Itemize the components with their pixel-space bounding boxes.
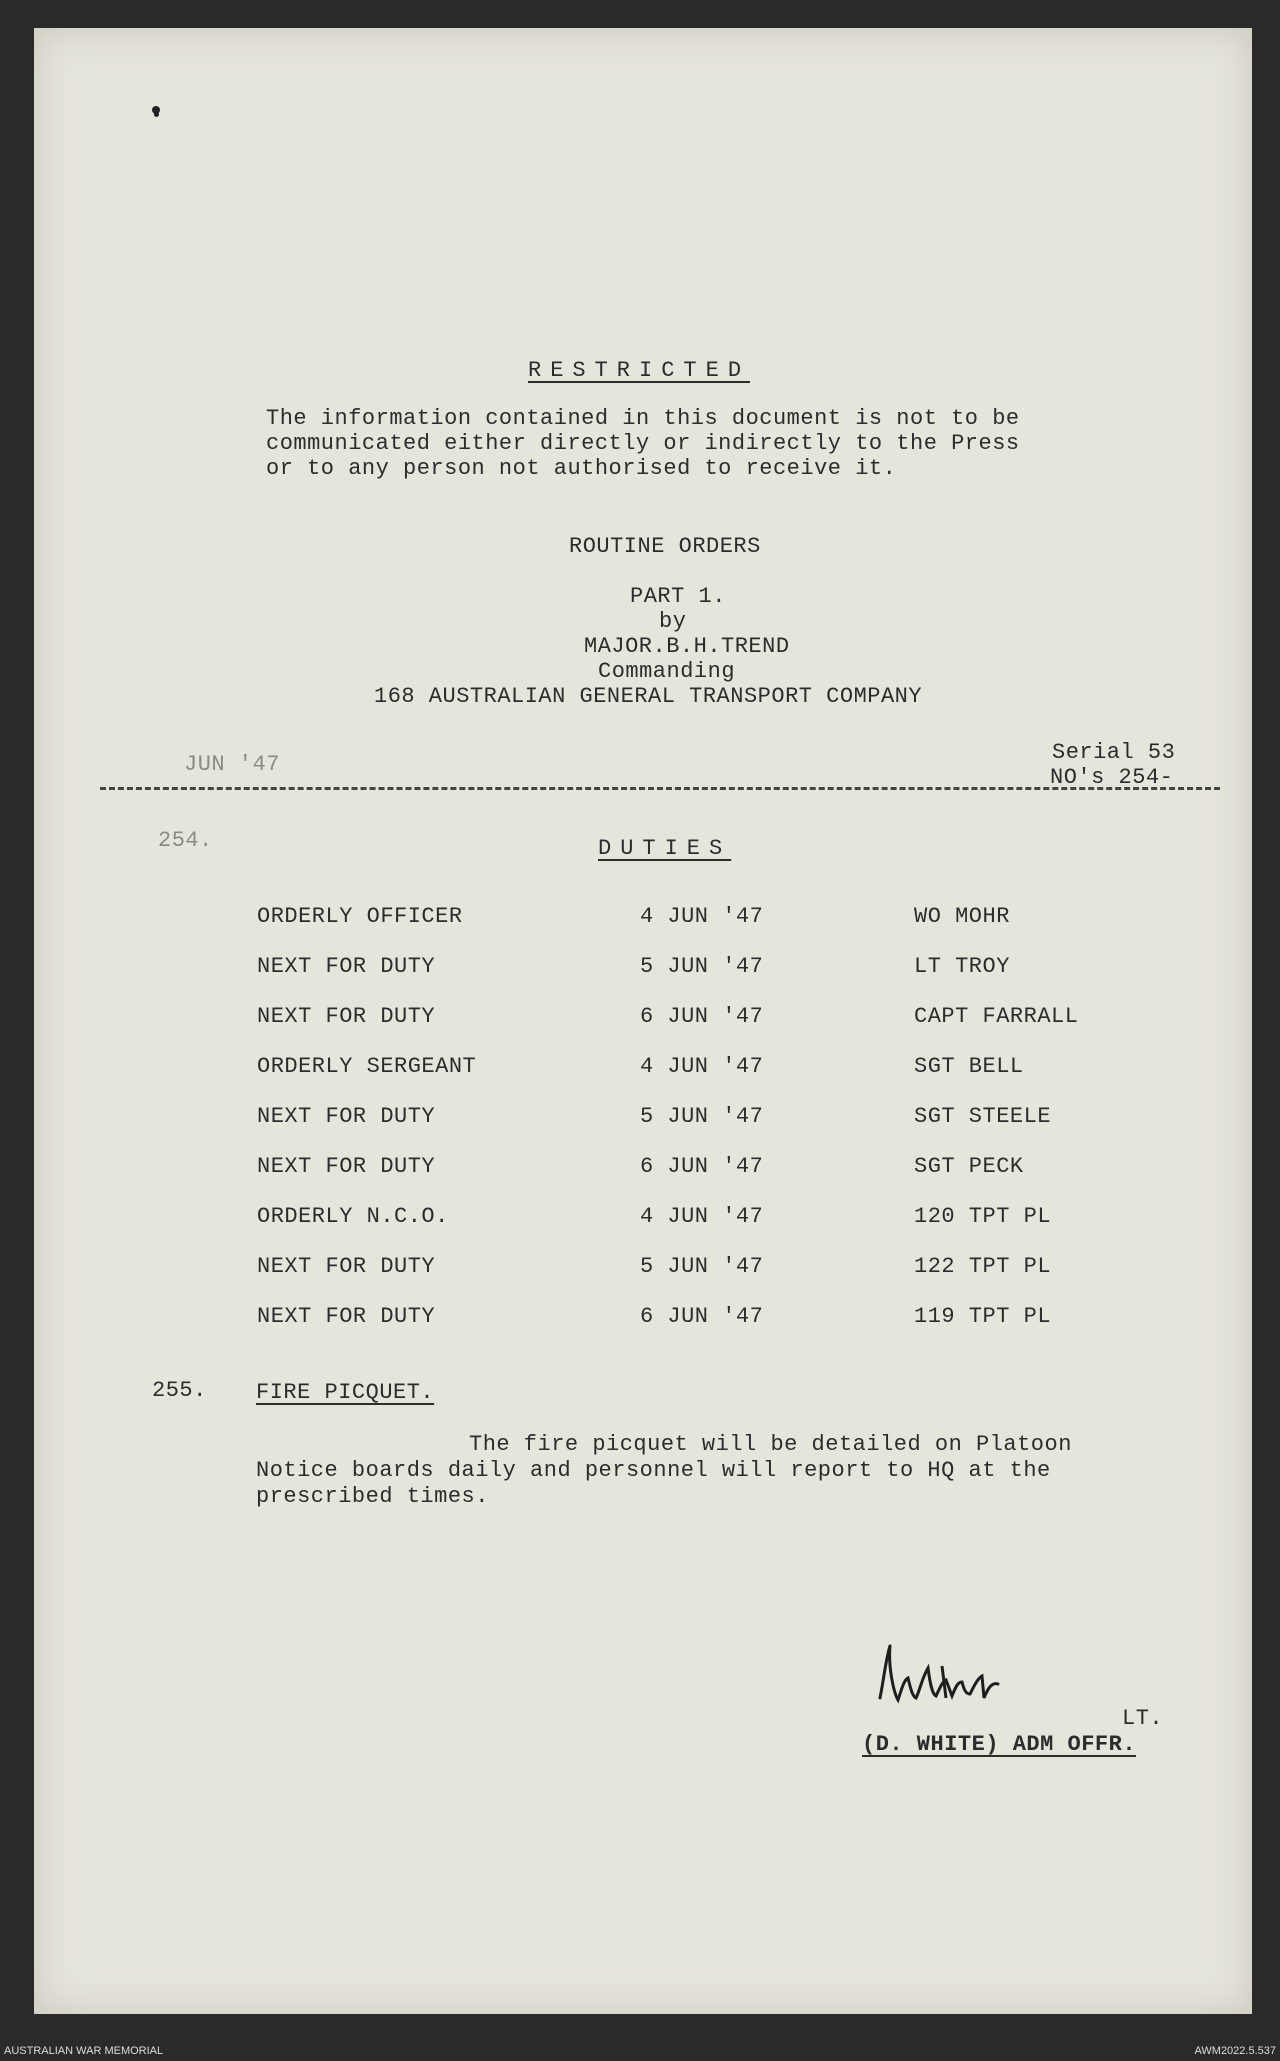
order-date: JUN '47 — [184, 752, 280, 777]
duty-cell: NEXT FOR DUTY — [257, 1154, 436, 1179]
assigned-cell: WO MOHR — [914, 904, 1010, 929]
document-title: ROUTINE ORDERS — [569, 534, 761, 559]
table-row — [34, 1154, 1252, 1184]
fire-picquet-number: 255. — [152, 1378, 207, 1403]
by-label: by — [659, 609, 687, 634]
table-row — [34, 1254, 1252, 1284]
table-row — [34, 1104, 1252, 1134]
date-cell: 6 JUN '47 — [640, 1304, 764, 1329]
commander-name: MAJOR.B.H.TREND — [584, 634, 790, 659]
footer-left: AUSTRALIAN WAR MEMORIAL — [4, 2045, 164, 2057]
part-label: PART 1. — [630, 584, 726, 609]
assigned-cell: LT TROY — [914, 954, 1010, 979]
date-cell: 4 JUN '47 — [640, 904, 764, 929]
document-page — [34, 28, 1252, 2014]
fire-picquet-line-1: The fire picquet will be detailed on Platoon — [469, 1432, 1072, 1457]
table-row — [34, 1204, 1252, 1234]
duty-cell: NEXT FOR DUTY — [257, 1304, 436, 1329]
date-cell: 4 JUN '47 — [640, 1054, 764, 1079]
assigned-cell: SGT PECK — [914, 1154, 1024, 1179]
assigned-cell: 120 TPT PL — [914, 1204, 1052, 1229]
assigned-cell: SGT STEELE — [914, 1104, 1052, 1129]
assigned-cell: CAPT FARRALL — [914, 1004, 1079, 1029]
duty-cell: NEXT FOR DUTY — [257, 1004, 436, 1029]
assigned-cell: SGT BELL — [914, 1054, 1024, 1079]
duty-cell: NEXT FOR DUTY — [257, 1254, 436, 1279]
assigned-cell: 122 TPT PL — [914, 1254, 1052, 1279]
notice-line-3: or to any person not authorised to receive it. — [266, 456, 897, 481]
date-cell: 6 JUN '47 — [640, 1154, 764, 1179]
serial-number: Serial 53 — [1052, 740, 1176, 765]
duties-heading: DUTIES — [598, 836, 732, 861]
table-row — [34, 904, 1252, 934]
section-divider — [100, 787, 1220, 790]
date-cell: 5 JUN '47 — [640, 1104, 764, 1129]
duty-cell: NEXT FOR DUTY — [257, 1104, 436, 1129]
unit-name: 168 AUSTRALIAN GENERAL TRANSPORT COMPANY — [374, 684, 923, 709]
footer-right: AWM2022.5.537 — [1194, 2045, 1276, 2057]
table-row — [34, 1304, 1252, 1334]
duties-number: 254. — [158, 828, 213, 853]
date-cell: 4 JUN '47 — [640, 1204, 764, 1229]
date-cell: 5 JUN '47 — [640, 1254, 764, 1279]
fire-picquet-line-3: prescribed times. — [256, 1484, 489, 1509]
assigned-cell: 119 TPT PL — [914, 1304, 1052, 1329]
date-cell: 6 JUN '47 — [640, 1004, 764, 1029]
duty-cell: NEXT FOR DUTY — [257, 954, 436, 979]
duty-cell: ORDERLY SERGEANT — [257, 1054, 477, 1079]
handwritten-signature — [872, 1638, 1022, 1718]
duty-cell: ORDERLY OFFICER — [257, 904, 463, 929]
signatory-rank: LT. — [1122, 1706, 1164, 1731]
fire-picquet-heading: FIRE PICQUET. — [256, 1380, 435, 1405]
duty-cell: ORDERLY N.C.O. — [257, 1204, 449, 1229]
table-row — [34, 1054, 1252, 1084]
notice-line-1: The information contained in this document is not to be — [266, 406, 1020, 431]
notice-line-2: communicated either directly or indirectly to the Press — [266, 431, 1020, 456]
table-row — [34, 1004, 1252, 1034]
table-row — [34, 954, 1252, 984]
fire-picquet-line-2: Notice boards daily and personnel will report to HQ at the — [256, 1458, 1051, 1483]
ink-blot — [154, 112, 159, 117]
date-cell: 5 JUN '47 — [640, 954, 764, 979]
signatory-name: (D. WHITE) ADM OFFR. — [862, 1732, 1137, 1757]
order-numbers: NO's 254- — [1050, 765, 1174, 790]
classification-heading: RESTRICTED — [528, 358, 751, 383]
commander-role: Commanding — [598, 659, 736, 684]
